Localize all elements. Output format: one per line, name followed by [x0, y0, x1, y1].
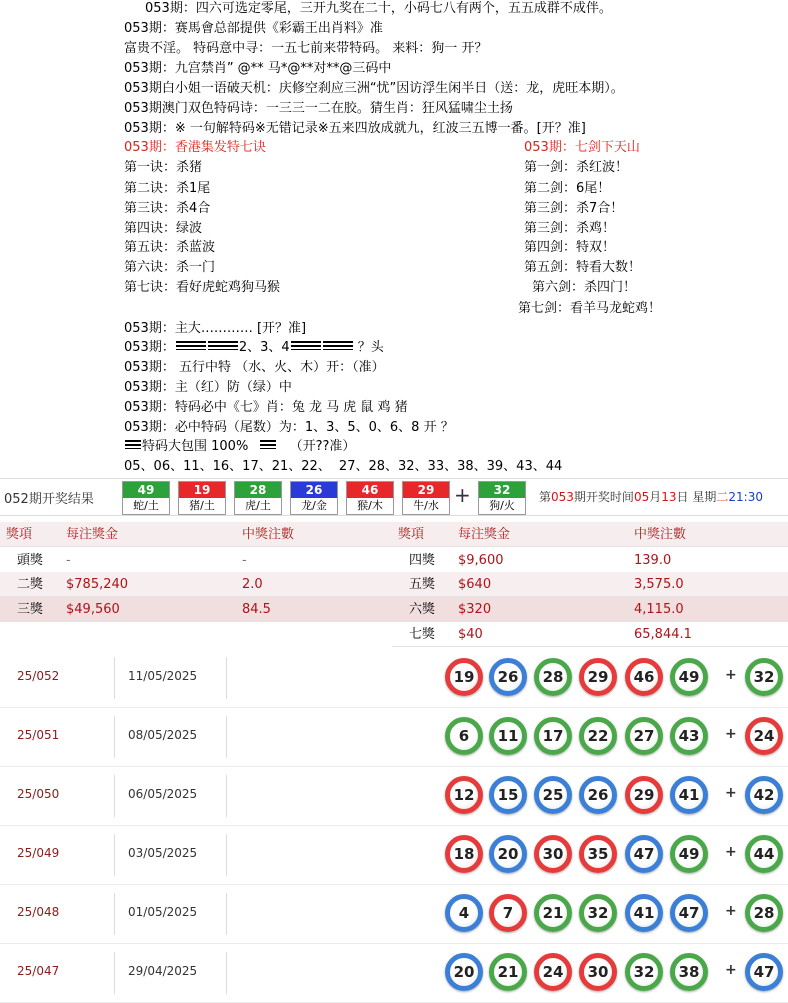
prize-level: 二獎 [0, 572, 60, 597]
lottery-ball: 41 [625, 894, 663, 932]
table-header: 每注獎金 [60, 522, 236, 547]
lottery-ball: 25 [534, 776, 572, 814]
head-line-prefix: 053期： [124, 340, 175, 355]
history-issue: 25/050 [17, 787, 60, 801]
lottery-ball: 26 [489, 658, 527, 696]
forecast-text-section [0, 0, 788, 478]
chip-number: 28 [235, 482, 281, 498]
lottery-ball: 49 [670, 658, 708, 696]
column-divider [114, 893, 115, 935]
prize-amount: $785,240 [60, 572, 236, 597]
result-strip [0, 478, 788, 516]
prize-amount: - [60, 548, 236, 573]
column-divider [114, 775, 115, 817]
column-divider [226, 893, 227, 935]
history-issue: 25/048 [17, 905, 60, 919]
result-chip [234, 481, 282, 515]
forecast-line: 053期白小姐一语破天机：庆修空刹应三洲“忧”因访浮生闲半日（送：龙，虎旺本期）。 [124, 81, 624, 96]
right-list-item: 第六剑：杀四门！ [532, 280, 637, 295]
head-line-mid: 2、3、4 [238, 340, 290, 355]
forecast-line: 053期：※ 一句解特码※无错记录※五来四放成就九，红波三五博一番。[开？准] [124, 121, 586, 136]
history-row [0, 885, 788, 944]
forecast-line: 053期：四六可选定零尾，三开九奖在二十，小码七八有两个，五五成群不成伴。 [145, 1, 612, 16]
decor-bar [125, 440, 141, 449]
table-header: 獎項 [392, 522, 452, 547]
result-chip [290, 481, 338, 515]
lottery-ball: 26 [579, 776, 617, 814]
special-ball: 28 [745, 894, 783, 932]
right-list-title: 053期：七剑下天山 [524, 140, 640, 155]
prize-count: 2.0 [236, 572, 392, 597]
left-list-item: 第二诀：杀1尾 [124, 181, 211, 196]
lottery-ball: 12 [445, 776, 483, 814]
history-row [0, 826, 788, 885]
prize-amount: $49,560 [60, 597, 236, 622]
special-ball: 24 [745, 717, 783, 755]
lottery-ball: 30 [534, 835, 572, 873]
next-issue: 053 [551, 490, 574, 504]
lottery-ball: 27 [625, 717, 663, 755]
right-list-item: 第四剑：特双！ [524, 240, 616, 255]
chip-number: 19 [179, 482, 225, 498]
decor-bar [176, 341, 206, 350]
result-label: 052期开奖结果 [4, 492, 94, 507]
lottery-ball: 46 [625, 658, 663, 696]
lottery-ball: 17 [534, 717, 572, 755]
table-header: 中獎注數 [628, 522, 788, 547]
plus-sign: + [454, 483, 471, 507]
next-month: 05 [633, 490, 650, 504]
lottery-ball: 30 [579, 953, 617, 991]
left-list-item: 第五诀：杀蓝波 [124, 240, 216, 255]
forecast-line: 053期：特码必中《七》肖：兔 龙 马 虎 鼠 鸡 猪 [124, 400, 408, 415]
forecast-line: 053期澳门双色特码诗：一三三一二在胶。猜生肖：狂风猛啸尘土扬 [124, 101, 513, 116]
lottery-ball: 38 [670, 953, 708, 991]
chip-zodiac: 蛇/土 [123, 498, 169, 513]
decor-bar [323, 341, 353, 350]
prize-level: 頭獎 [0, 548, 60, 573]
decor-bar [208, 341, 238, 350]
chip-zodiac: 猴/木 [347, 498, 393, 513]
next-mid: 期开奖时间 [573, 490, 634, 504]
prize-amount: $640 [452, 572, 628, 597]
lottery-ball: 21 [534, 894, 572, 932]
lottery-ball: 43 [670, 717, 708, 755]
lottery-ball: 29 [579, 658, 617, 696]
prize-count: 4,115.0 [628, 597, 788, 622]
prize-table [0, 522, 788, 646]
special-chip [478, 481, 526, 515]
prize-amount: $9,600 [452, 548, 628, 573]
chip-zodiac: 牛/水 [403, 498, 449, 513]
next-day: 13 [661, 490, 677, 504]
history-issue: 25/051 [17, 728, 60, 742]
plus-sign: + [725, 667, 737, 683]
lottery-ball: 18 [445, 835, 483, 873]
chip-number: 46 [347, 482, 393, 498]
forecast-line: 053期：主大………… [开？准] [124, 321, 307, 336]
chip-number: 49 [123, 482, 169, 498]
prize-level: 七獎 [392, 622, 452, 647]
lottery-ball: 28 [534, 658, 572, 696]
table-header: 每注獎金 [452, 522, 628, 547]
chip-number: 32 [479, 482, 525, 498]
chip-zodiac: 虎/土 [235, 498, 281, 513]
history-row [0, 708, 788, 767]
lottery-ball: 47 [670, 894, 708, 932]
lottery-ball: 11 [489, 717, 527, 755]
lottery-ball: 20 [445, 953, 483, 991]
prize-count: 84.5 [236, 597, 392, 622]
result-chip [122, 481, 170, 515]
left-list-item: 第四诀：绿波 [124, 221, 203, 236]
prize-count: - [236, 548, 392, 573]
right-list-item: 第七剑：看羊马龙蛇鸡！ [518, 301, 662, 316]
lottery-ball: 22 [579, 717, 617, 755]
right-list-item: 第二剑：6尾！ [524, 181, 611, 196]
lottery-ball: 29 [625, 776, 663, 814]
chip-zodiac: 狗/火 [479, 498, 525, 513]
lottery-ball: 49 [670, 835, 708, 873]
next-day-unit: 日 [676, 490, 689, 504]
history-date: 03/05/2025 [128, 846, 198, 860]
history-date: 06/05/2025 [128, 787, 198, 801]
prize-level: 四獎 [392, 548, 452, 573]
lottery-ball: 41 [670, 776, 708, 814]
result-chip [402, 481, 450, 515]
next-draw-info [539, 488, 763, 505]
forecast-line: 053期：赛馬會总部提供《彩霸王出肖料》准 [124, 21, 383, 36]
column-divider [114, 657, 115, 699]
column-divider [226, 716, 227, 758]
column-divider [114, 952, 115, 994]
head-line-suffix: ？头 [353, 340, 384, 355]
next-time: 21:30 [728, 490, 763, 504]
lottery-ball: 4 [445, 894, 483, 932]
history-issue: 25/049 [17, 846, 60, 860]
lottery-ball: 19 [445, 658, 483, 696]
forecast-line: 富贵不淫。 特码意中寻：一五七前来带特码。 来料：狗一 开？ [124, 41, 488, 56]
plus-sign: + [725, 903, 737, 919]
right-list-item: 第三剑：杀7合！ [524, 201, 624, 216]
wrap-line-text: 特码大包围 100% [142, 439, 249, 454]
next-weekday: 二 [716, 490, 729, 504]
chip-zodiac: 猪/土 [179, 498, 225, 513]
lottery-ball: 35 [579, 835, 617, 873]
prize-amount: $320 [452, 597, 628, 622]
prize-count: 139.0 [628, 548, 788, 573]
column-divider [226, 834, 227, 876]
column-divider [114, 716, 115, 758]
history-date: 08/05/2025 [128, 728, 198, 742]
chip-number: 26 [291, 482, 337, 498]
prize-level: 五獎 [392, 572, 452, 597]
result-chip [178, 481, 226, 515]
history-row [0, 767, 788, 826]
head-number-line [124, 339, 384, 357]
plus-sign: + [725, 785, 737, 801]
history-row [0, 944, 788, 1003]
right-list-item: 第五剑：特看大数！ [524, 260, 642, 275]
special-ball: 47 [745, 953, 783, 991]
prize-level: 六獎 [392, 597, 452, 622]
forecast-line: 053期：九宫禁肖” @** 马*@**对**@三码中 [124, 61, 392, 76]
prize-level: 三獎 [0, 597, 60, 622]
draw-history [0, 649, 788, 990]
history-date: 29/04/2025 [128, 964, 198, 978]
lottery-ball: 15 [489, 776, 527, 814]
next-month-unit: 月 [649, 490, 662, 504]
lottery-ball: 32 [579, 894, 617, 932]
column-divider [114, 834, 115, 876]
right-list-item: 第一剑：杀红波！ [524, 160, 629, 175]
chip-number: 29 [403, 482, 449, 498]
wrap-line-suffix: （开??准） [289, 439, 356, 454]
forecast-line: 053期：必中特码（尾数）为：1、3、5、0、6、8 开 ？ [124, 420, 454, 435]
column-divider [226, 657, 227, 699]
lottery-ball: 7 [489, 894, 527, 932]
lottery-ball: 20 [489, 835, 527, 873]
lottery-ball: 21 [489, 953, 527, 991]
prize-amount: $40 [452, 622, 628, 647]
special-ball: 32 [745, 658, 783, 696]
chip-zodiac: 龙/金 [291, 498, 337, 513]
numbers-line: 05、06、11、16、17、21、22、 27、28、32、33、38、39、43、44 [124, 459, 563, 474]
right-list-item: 第三剑：杀鸡！ [524, 221, 616, 236]
forecast-line: 053期：主（红）防（绿）中 [124, 380, 292, 395]
left-list-item: 第七诀：看好虎蛇鸡狗马猴 [124, 280, 281, 295]
forecast-line: 053期： 五行中特 （水、火、木）开：（准） [124, 360, 385, 375]
decor-bar [260, 440, 276, 449]
table-header: 中獎注數 [236, 522, 392, 547]
history-issue: 25/047 [17, 964, 60, 978]
special-ball: 44 [745, 835, 783, 873]
left-list-item: 第三诀：杀4合 [124, 201, 211, 216]
wrap-line [124, 438, 355, 456]
plus-sign: + [725, 962, 737, 978]
table-header: 獎項 [0, 522, 60, 547]
history-row [0, 649, 788, 708]
left-list-item: 第六诀：杀一门 [124, 260, 216, 275]
decor-bar [291, 341, 321, 350]
left-list-item: 第一诀：杀猪 [124, 160, 203, 175]
next-week: 星期 [688, 490, 717, 504]
history-issue: 25/052 [17, 669, 60, 683]
lottery-ball: 32 [625, 953, 663, 991]
lottery-ball: 24 [534, 953, 572, 991]
prize-count: 3,575.0 [628, 572, 788, 597]
lottery-ball: 6 [445, 717, 483, 755]
next-prefix: 第 [539, 490, 552, 504]
prize-count: 65,844.1 [628, 622, 788, 647]
column-divider [226, 775, 227, 817]
history-date: 11/05/2025 [128, 669, 198, 683]
column-divider [226, 952, 227, 994]
result-chip [346, 481, 394, 515]
plus-sign: + [725, 844, 737, 860]
history-date: 01/05/2025 [128, 905, 198, 919]
lottery-ball: 47 [625, 835, 663, 873]
plus-sign: + [725, 726, 737, 742]
special-ball: 42 [745, 776, 783, 814]
left-list-title: 053期：香港集发特七诀 [124, 140, 266, 155]
